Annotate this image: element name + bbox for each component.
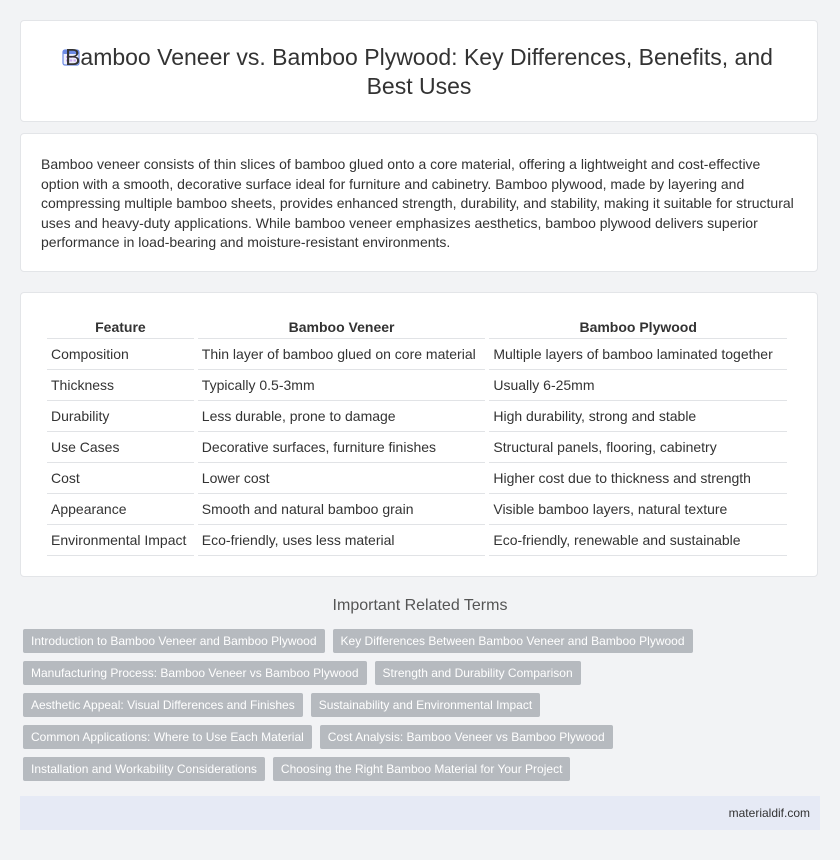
plywood-cell: Structural panels, flooring, cabinetry bbox=[489, 432, 787, 463]
feature-cell: Thickness bbox=[47, 370, 194, 401]
footer bbox=[20, 796, 820, 830]
feature-cell: Use Cases bbox=[47, 432, 194, 463]
header-bamboo-veneer: Bamboo Veneer bbox=[198, 314, 486, 339]
feature-cell: Cost bbox=[47, 463, 194, 494]
related-terms-row bbox=[23, 725, 723, 749]
header-bamboo-plywood: Bamboo Plywood bbox=[489, 314, 787, 339]
table-row bbox=[47, 432, 787, 463]
page-title: Bamboo Veneer vs. Bamboo Plywood: Key Differences, Benefits, and Best Uses bbox=[65, 44, 773, 99]
related-terms-row bbox=[23, 693, 723, 717]
related-term-link[interactable]: Installation and Workability Considerations bbox=[23, 757, 265, 781]
related-term-link[interactable]: Sustainability and Environmental Impact bbox=[311, 693, 540, 717]
table-header-row bbox=[47, 314, 787, 339]
intro-card bbox=[20, 133, 818, 272]
related-term-link[interactable]: Common Applications: Where to Use Each Material bbox=[23, 725, 312, 749]
veneer-cell: Smooth and natural bamboo grain bbox=[198, 494, 486, 525]
plywood-cell: High durability, strong and stable bbox=[489, 401, 787, 432]
feature-cell: Appearance bbox=[47, 494, 194, 525]
table-row bbox=[47, 494, 787, 525]
title-card bbox=[20, 20, 818, 122]
related-terms-list bbox=[23, 629, 723, 789]
veneer-cell: Typically 0.5-3mm bbox=[198, 370, 486, 401]
related-terms-heading: Important Related Terms bbox=[332, 597, 508, 614]
related-terms-row bbox=[23, 629, 723, 653]
plywood-cell: Usually 6-25mm bbox=[489, 370, 787, 401]
plywood-cell: Eco-friendly, renewable and sustainable bbox=[489, 525, 787, 556]
veneer-cell: Lower cost bbox=[198, 463, 486, 494]
footer-site-link[interactable]: materialdif.com bbox=[728, 806, 810, 820]
comparison-table bbox=[43, 314, 791, 556]
header-feature: Feature bbox=[47, 314, 194, 339]
related-term-link[interactable]: Strength and Durability Comparison bbox=[375, 661, 581, 685]
related-terms-row bbox=[23, 757, 723, 781]
plywood-cell: Multiple layers of bamboo laminated together bbox=[489, 339, 787, 370]
veneer-cell: Less durable, prone to damage bbox=[198, 401, 486, 432]
feature-cell: Composition bbox=[47, 339, 194, 370]
plywood-cell: Visible bamboo layers, natural texture bbox=[489, 494, 787, 525]
table-row bbox=[47, 370, 787, 401]
feature-cell: Durability bbox=[47, 401, 194, 432]
veneer-cell: Eco-friendly, uses less material bbox=[198, 525, 486, 556]
veneer-cell: Decorative surfaces, furniture finishes bbox=[198, 432, 486, 463]
related-term-link[interactable]: Introduction to Bamboo Veneer and Bamboo Plywood bbox=[23, 629, 325, 653]
veneer-cell: Thin layer of bamboo glued on core material bbox=[198, 339, 486, 370]
related-term-link[interactable]: Aesthetic Appeal: Visual Differences and Finishes bbox=[23, 693, 303, 717]
comparison-card bbox=[20, 292, 818, 577]
related-terms-row bbox=[23, 661, 723, 685]
table-row bbox=[47, 339, 787, 370]
related-term-link[interactable]: Key Differences Between Bamboo Veneer and Bamboo Plywood bbox=[333, 629, 693, 653]
table-row bbox=[47, 463, 787, 494]
intro-paragraph: Bamboo veneer consists of thin slices of bamboo glued onto a core material, offering a lightweight and cost-effective option with a smooth, decorative surface ideal for furniture and cabinetry. Bamboo plywood, made by layering and compressing multiple bamboo sheets, provides enhanced strength, durability, and stability, making it suitable for structural uses and heavy-duty applications. While bamboo veneer emphasizes aesthetics, bamboo plywood delivers superior performance in load-bearing and moisture-resistant environments. bbox=[41, 156, 794, 251]
related-term-link[interactable]: Choosing the Right Bamboo Material for Your Project bbox=[273, 757, 571, 781]
table-row bbox=[47, 401, 787, 432]
plywood-cell: Higher cost due to thickness and strength bbox=[489, 463, 787, 494]
related-term-link[interactable]: Manufacturing Process: Bamboo Veneer vs Bamboo Plywood bbox=[23, 661, 367, 685]
feature-cell: Environmental Impact bbox=[47, 525, 194, 556]
table-row bbox=[47, 525, 787, 556]
related-term-link[interactable]: Cost Analysis: Bamboo Veneer vs Bamboo Plywood bbox=[320, 725, 613, 749]
